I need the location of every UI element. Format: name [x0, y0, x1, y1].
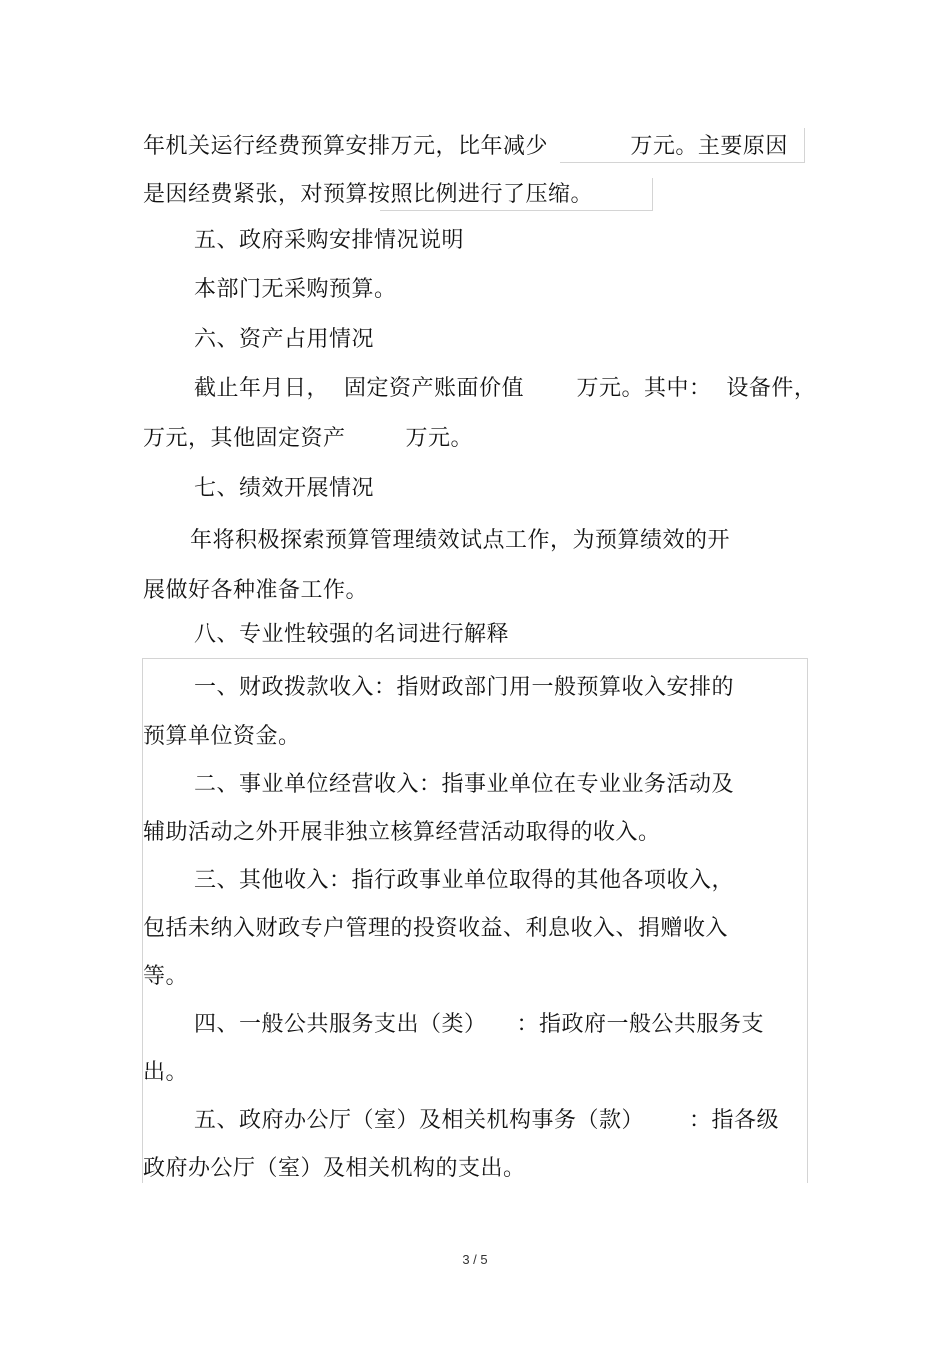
text-line: 年机关运行经费预算安排万元，比年减少 万元。主要原因 [143, 134, 788, 159]
definition-term-line: 四、一般公共服务支出（类） ：指政府一般公共服务支 [194, 1012, 764, 1037]
text-line: 万元，其他固定资产 万元。 [143, 426, 473, 451]
text-line: 出。 [143, 1060, 189, 1085]
text-line: 年将积极探索预算管理绩效试点工作，为预算绩效的开 [190, 528, 731, 553]
section-heading: 五、政府采购安排情况说明 [194, 228, 465, 253]
text-line: 辅助活动之外开展非独立核算经营活动取得的收入。 [143, 820, 661, 845]
text-line: 是因经费紧张，对预算按照比例进行了压缩。 [143, 182, 594, 207]
definition-term-line: 五、政府办公厅（室）及相关机构事务（款） ：指各级 [194, 1108, 779, 1133]
page-number: 3 / 5 [462, 1252, 488, 1267]
definition-term-line: 三、其他收入：指行政事业单位取得的其他各项收入， [194, 868, 735, 893]
section-heading: 七、绩效开展情况 [194, 476, 375, 501]
text-line: 截止年月日， 固定资产账面价值 万元。其中： 设备件， [194, 376, 817, 401]
text-line: 本部门无采购预算。 [194, 277, 397, 302]
text-line: 包括未纳入财政专户管理的投资收益、利息收入、捐赠收入 [143, 916, 729, 941]
section-heading: 六、资产占用情况 [194, 327, 375, 352]
section-heading: 八、专业性较强的名词进行解释 [194, 622, 510, 647]
text-line: 等。 [143, 964, 189, 989]
text-line: 展做好各种准备工作。 [143, 578, 369, 603]
text-line: 预算单位资金。 [143, 724, 301, 749]
definition-term-line: 一、财政拨款收入：指财政部门用一般预算收入安排的 [194, 675, 735, 700]
definition-term-line: 二、事业单位经营收入：指事业单位在专业业务活动及 [194, 772, 735, 797]
text-line: 政府办公厅（室）及相关机构的支出。 [143, 1156, 526, 1181]
